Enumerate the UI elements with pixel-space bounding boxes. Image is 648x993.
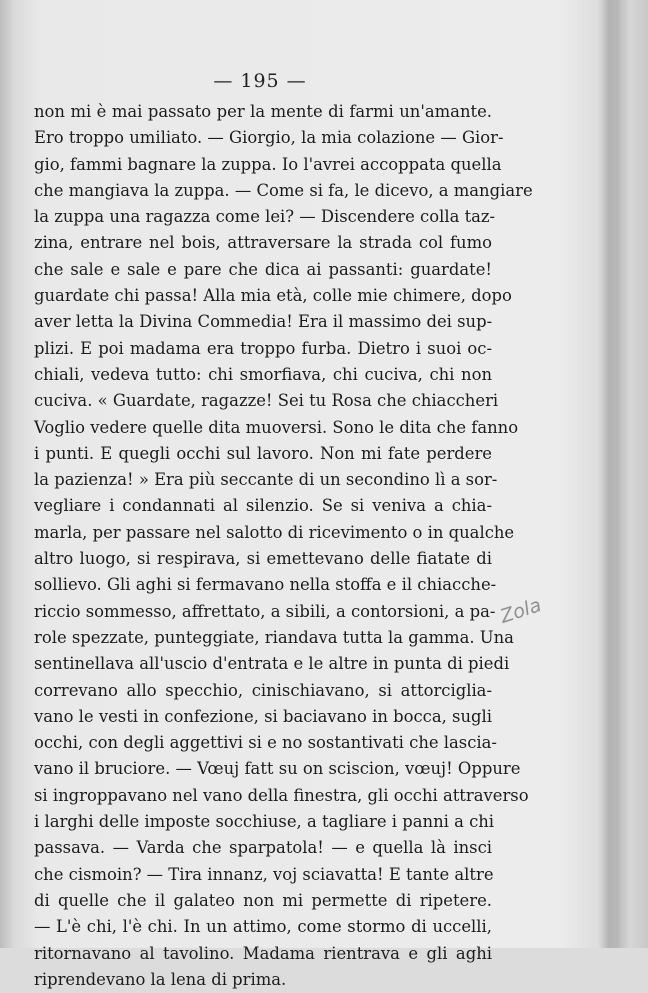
- text-line: role spezzate, punteggiate, riandava tutta la gamma. Una: [34, 627, 514, 647]
- text-line: guardate chi passa! Alla mia età, colle mie chimere, dopo: [34, 286, 512, 306]
- text-line: — L'è chi, l'è chi. In un attimo, come stormo di uccelli,: [34, 917, 492, 937]
- text-line: di quelle che il galateo non mi permette di ripetere.: [34, 890, 492, 910]
- text-line: riprendevano la lena di prima.: [34, 969, 287, 989]
- text-line: si ingroppavano nel vano della finestra, gli occhi attraverso: [34, 785, 529, 805]
- text-line: Voglio vedere quelle dita muoversi. Sono le dita che fanno: [34, 417, 519, 437]
- text-line: vano il bruciore. — Vœuj fatt su on sciscion, vœuj! Oppure: [34, 759, 521, 779]
- text-line: la zuppa una ragazza come lei? — Discendere colla taz-: [34, 207, 496, 227]
- text-line: i punti. E quegli occhi sul lavoro. Non mi fate perdere: [34, 443, 492, 463]
- text-line: riccio sommesso, affrettato, a sibili, a contorsioni, a pa-: [34, 601, 496, 621]
- text-line: vegliare i condannati al silenzio. Se si veniva a chia-: [34, 496, 492, 516]
- text-line: ritornavano al tavolino. Madama rientrava e gli aghi: [34, 943, 492, 963]
- text-line: i larghi delle imposte socchiuse, a tagliare i panni a chi: [34, 812, 495, 832]
- text-line: marla, per passare nel salotto di ricevimento o in qualche: [34, 522, 515, 542]
- text-line: altro luogo, si respirava, si emettevano delle fiatate di: [34, 549, 492, 569]
- text-line: cuciva. « Guardate, ragazze! Sei tu Rosa che chiaccheri: [34, 391, 499, 411]
- text-line: aver letta la Divina Commedia! Era il massimo dei sup-: [34, 312, 493, 332]
- text-line: plizi. E poi madama era troppo furba. Dietro i suoi oc-: [34, 338, 492, 358]
- page-number: — 195 —: [213, 70, 307, 92]
- text-line: gio, fammi bagnare la zuppa. Io l'avrei accoppata quella: [34, 154, 502, 174]
- text-line: che sale e sale e pare che dica ai passanti: guardate!: [34, 259, 492, 279]
- text-line: occhi, con degli aggettivi si e no sostantivati che lascia-: [34, 733, 497, 753]
- text-line: passava. — Varda che sparpatola! — e quella là insci: [34, 838, 492, 858]
- page-gutter-shadow: [598, 0, 620, 948]
- text-line: chiali, vedeva tutto: chi smorfiava, chi cuciva, chi non: [34, 364, 492, 384]
- text-line: correvano allo specchio, cinischiavano, si attorciglia-: [34, 680, 492, 700]
- handwritten-margin-note: Zola: [497, 594, 544, 628]
- text-line: non mi è mai passato per la mente di farmi un'amante.: [34, 102, 492, 121]
- text-line: zina, entrare nel bois, attraversare la strada col fumo: [34, 233, 492, 253]
- text-line: che mangiava la zuppa. — Come si fa, le dicevo, a mangiare: [34, 180, 533, 200]
- text-line: vano le vesti in confezione, si baciavano in bocca, sugli: [34, 706, 492, 726]
- text-line: sentinellava all'uscio d'entrata e le altre in punta di piedi: [34, 654, 510, 674]
- text-line: che cismoin? — Tira innanz, voj sciavatta! E tante altre: [34, 864, 494, 884]
- text-line: Ero troppo umiliato. — Giorgio, la mia colazione — Gior-: [34, 128, 504, 148]
- text-line: la pazienza! » Era più seccante di un secondino lì a sor-: [34, 470, 498, 490]
- text-line: sollievo. Gli aghi si fermavano nella stoffa e il chiacche-: [34, 575, 497, 595]
